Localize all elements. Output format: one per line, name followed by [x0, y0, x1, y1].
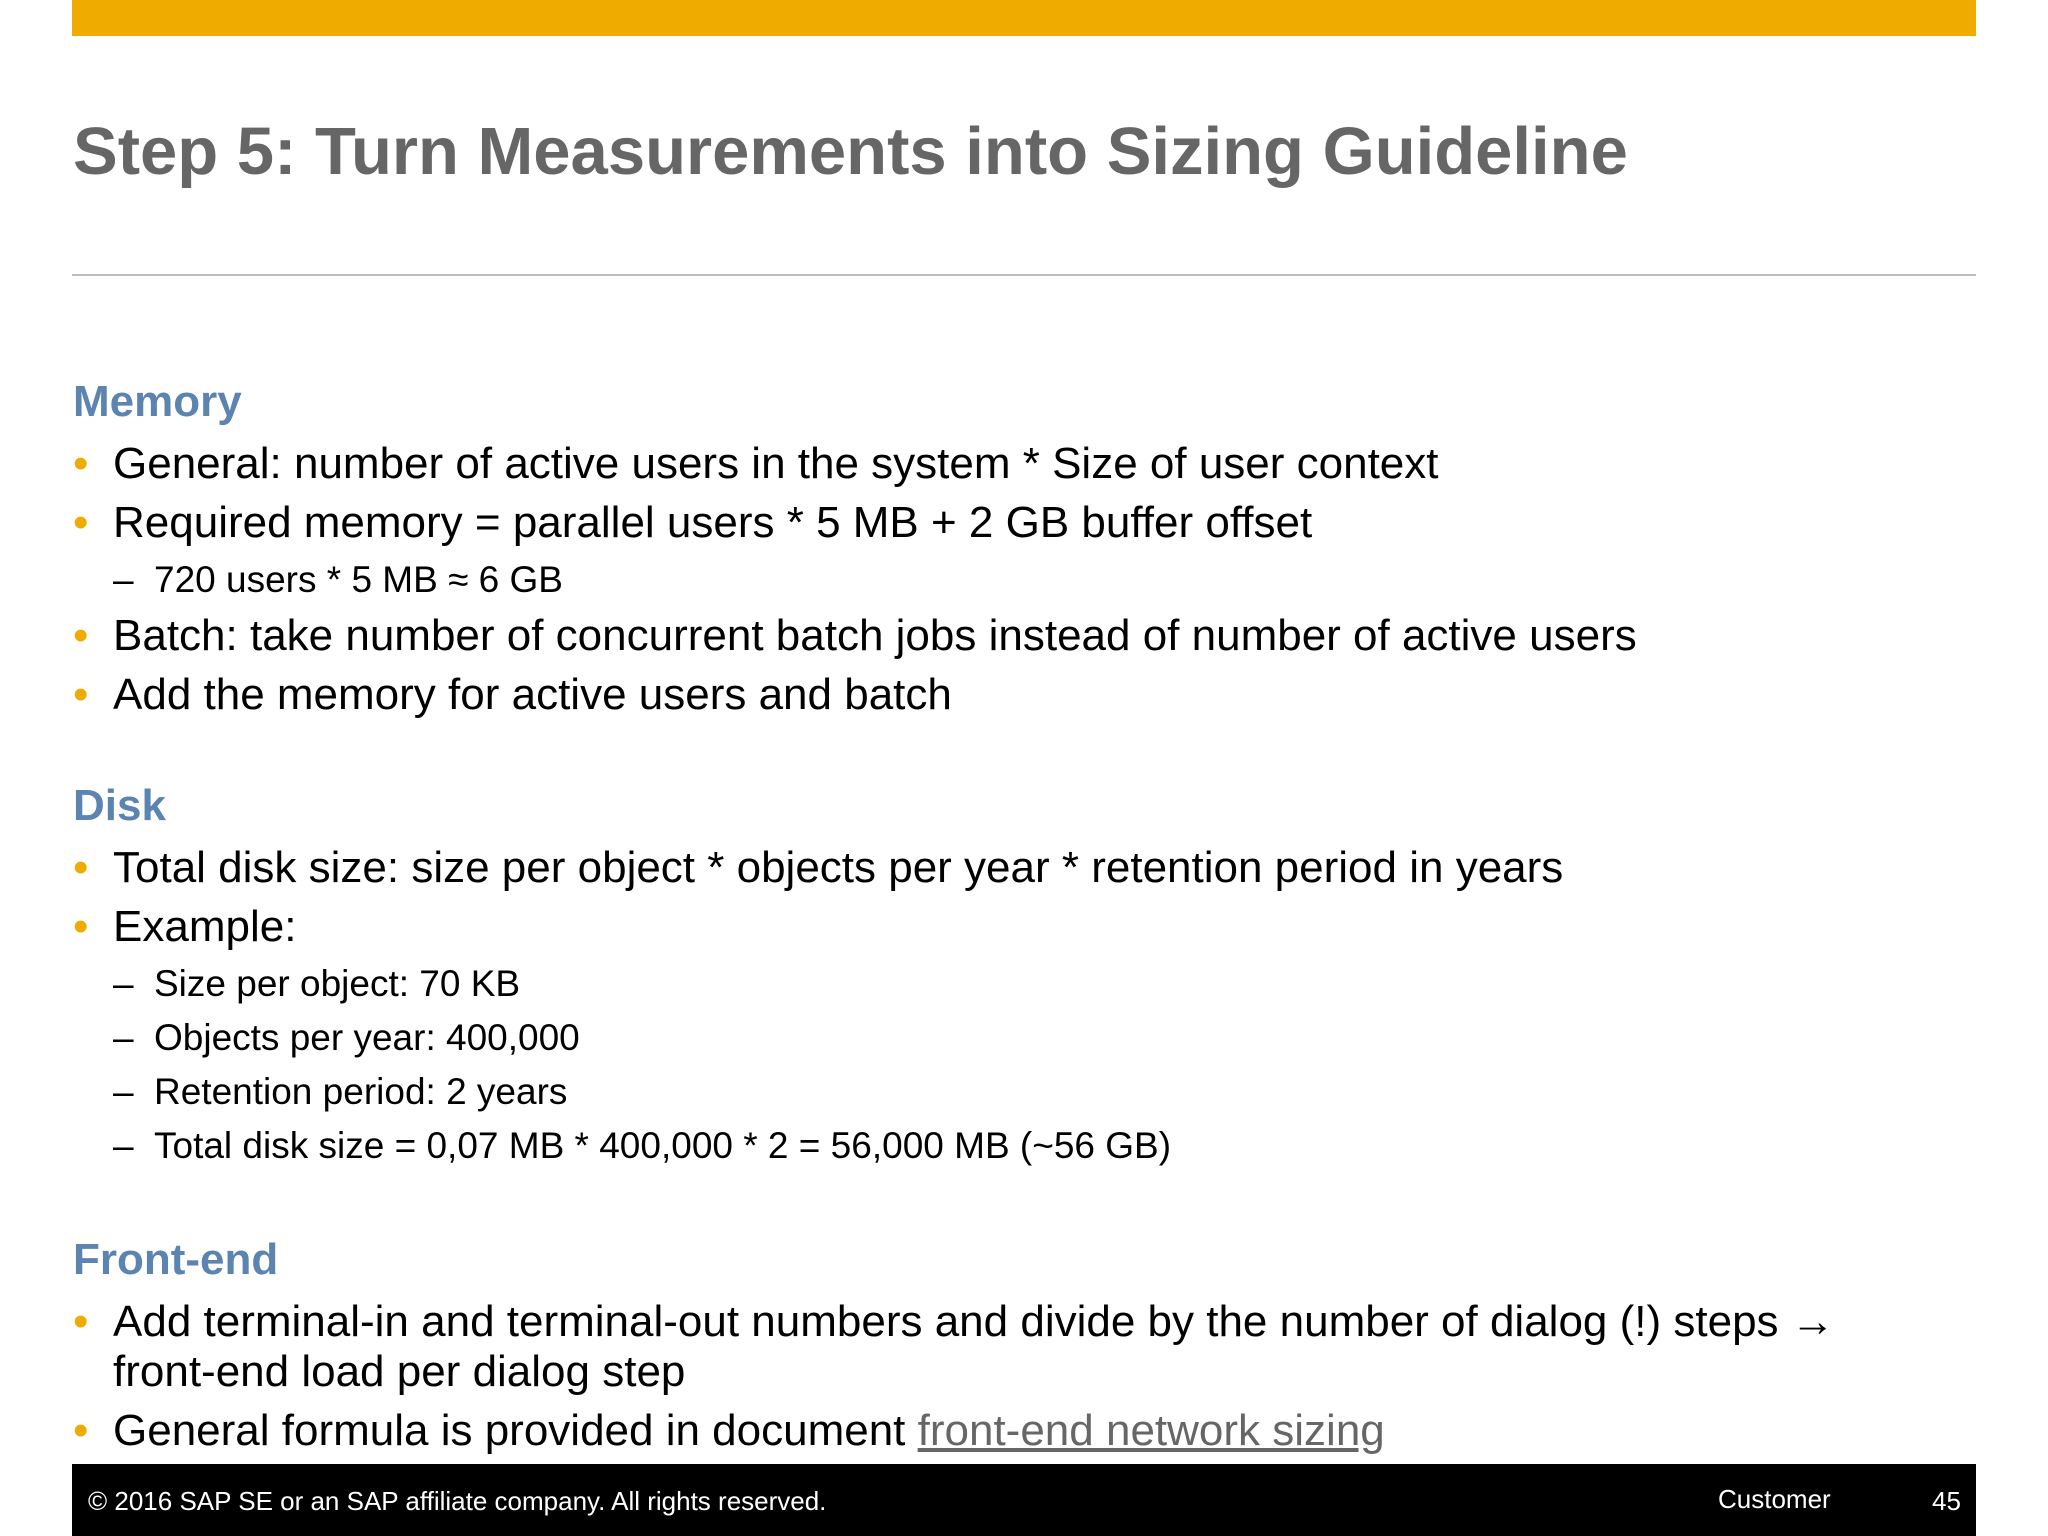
- section-heading-memory: Memory: [73, 377, 242, 426]
- dash-icon: –: [113, 559, 134, 600]
- bullet-icon: •: [73, 670, 89, 719]
- page-number: 45: [1932, 1486, 1961, 1516]
- bullet-text: General: number of active users in the system * Size of user context: [113, 439, 1439, 488]
- sub-bullet-text: Retention period: 2 years: [154, 1071, 568, 1112]
- bullet-item: [73, 439, 1953, 489]
- sub-bullet-item: [73, 962, 1953, 1006]
- slide-title: Step 5: Turn Measurements into Sizing Guideline: [73, 114, 1628, 189]
- bullet-text: Add terminal-in and terminal-out numbers and divide by the number of dialog (!) steps →: [113, 1297, 1835, 1346]
- sub-bullet-item: [73, 1070, 1953, 1114]
- dash-icon: –: [113, 963, 134, 1004]
- bullet-icon: •: [73, 439, 89, 488]
- bullet-icon: •: [73, 498, 89, 547]
- footer-bar: [72, 1464, 1976, 1536]
- bullet-item: [73, 670, 1953, 720]
- bullet-text: Required memory = parallel users * 5 MB + 2 GB buffer offset: [113, 498, 1313, 547]
- sub-bullet-item: [73, 1016, 1953, 1060]
- section-spacer: [73, 720, 1953, 778]
- footer-copyright: © 2016 SAP SE or an SAP affiliate company. All rights reserved.: [88, 1486, 827, 1516]
- bullet-text: Example:: [113, 902, 297, 951]
- sub-bullet-item: [73, 1124, 1953, 1168]
- bullet-text-continued: front-end load per dialog step: [113, 1347, 686, 1396]
- slide-content: [73, 374, 1953, 1456]
- bullet-icon: •: [73, 611, 89, 660]
- dash-icon: –: [113, 1125, 134, 1166]
- bullet-text: Add the memory for active users and batch: [113, 670, 952, 719]
- section-spacer: [73, 1168, 1953, 1232]
- front-end-network-sizing-link[interactable]: front-end network sizing: [917, 1406, 1385, 1455]
- section-heading-frontend: Front-end: [73, 1235, 279, 1284]
- sub-bullet-text: Total disk size = 0,07 MB * 400,000 * 2 = 56,000 MB (~56 GB): [154, 1125, 1172, 1166]
- sub-bullet-text: Objects per year: 400,000: [154, 1017, 580, 1058]
- bullet-item: [73, 1406, 1953, 1456]
- bullet-item: [73, 611, 1953, 661]
- sub-bullet-text: 720 users * 5 MB ≈ 6 GB: [154, 559, 563, 600]
- bullet-icon: •: [73, 902, 89, 951]
- footer-classification: Customer: [1718, 1484, 1831, 1514]
- bullet-item: [73, 1297, 1953, 1397]
- bullet-icon: •: [73, 843, 89, 892]
- bullet-icon: •: [73, 1406, 89, 1455]
- bullet-item: [73, 498, 1953, 548]
- bullet-text: Batch: take number of concurrent batch jobs instead of number of active users: [113, 611, 1637, 660]
- top-accent-bar: [72, 0, 1976, 36]
- bullet-item: [73, 843, 1953, 893]
- bullet-icon: •: [73, 1297, 89, 1346]
- sub-bullet-text: Size per object: 70 KB: [154, 963, 521, 1004]
- bullet-text: General formula is provided in document: [113, 1406, 918, 1455]
- sub-bullet-item: [73, 558, 1953, 602]
- dash-icon: –: [113, 1017, 134, 1058]
- section-heading-disk: Disk: [73, 781, 166, 830]
- bullet-text: Total disk size: size per object * objects per year * retention period in years: [113, 843, 1564, 892]
- title-divider: [72, 274, 1976, 276]
- dash-icon: –: [113, 1071, 134, 1112]
- bullet-item: [73, 902, 1953, 952]
